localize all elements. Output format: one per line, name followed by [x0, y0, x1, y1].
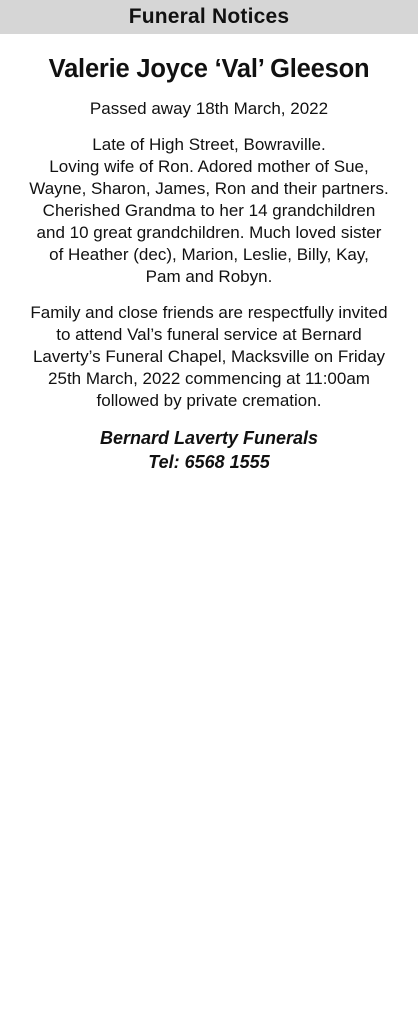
- biography-line: Cherished Grandma to her 14 grandchildren: [42, 201, 376, 220]
- section-header: [0, 0, 418, 34]
- section-title: Funeral Notices: [128, 5, 290, 28]
- service-line: to attend Val’s funeral service at Bernard: [56, 325, 362, 344]
- funeral-notice: [0, 34, 418, 474]
- service-line: followed by private cremation.: [96, 391, 322, 410]
- service-paragraph: [0, 302, 418, 412]
- biography-line: of Heather (dec), Marion, Leslie, Billy, Kay,: [49, 245, 369, 264]
- service-line: Laverty’s Funeral Chapel, Macksville on Friday: [32, 347, 386, 366]
- biography-paragraph: [0, 134, 418, 288]
- service-line: 25th March, 2022 commencing at 11:00am: [48, 369, 370, 388]
- biography-line: Loving wife of Ron. Adored mother of Sue,: [49, 157, 369, 176]
- biography-line: and 10 great grandchildren. Much loved sister: [36, 223, 382, 242]
- funeral-director-name: Bernard Laverty Funerals: [99, 428, 319, 448]
- biography-line: Wayne, Sharon, James, Ron and their partners.: [29, 179, 389, 198]
- biography-line: Late of High Street, Bowraville.: [92, 135, 326, 154]
- passed-away-date: Passed away 18th March, 2022: [89, 99, 329, 118]
- service-line: Family and close friends are respectfully invited: [30, 303, 388, 322]
- deceased-name: Valerie Joyce ‘Val’ Gleeson: [48, 55, 370, 83]
- funeral-director-phone: Tel: 6568 1555: [148, 452, 270, 472]
- funeral-director-block: [0, 426, 418, 474]
- biography-line: Pam and Robyn.: [145, 267, 273, 286]
